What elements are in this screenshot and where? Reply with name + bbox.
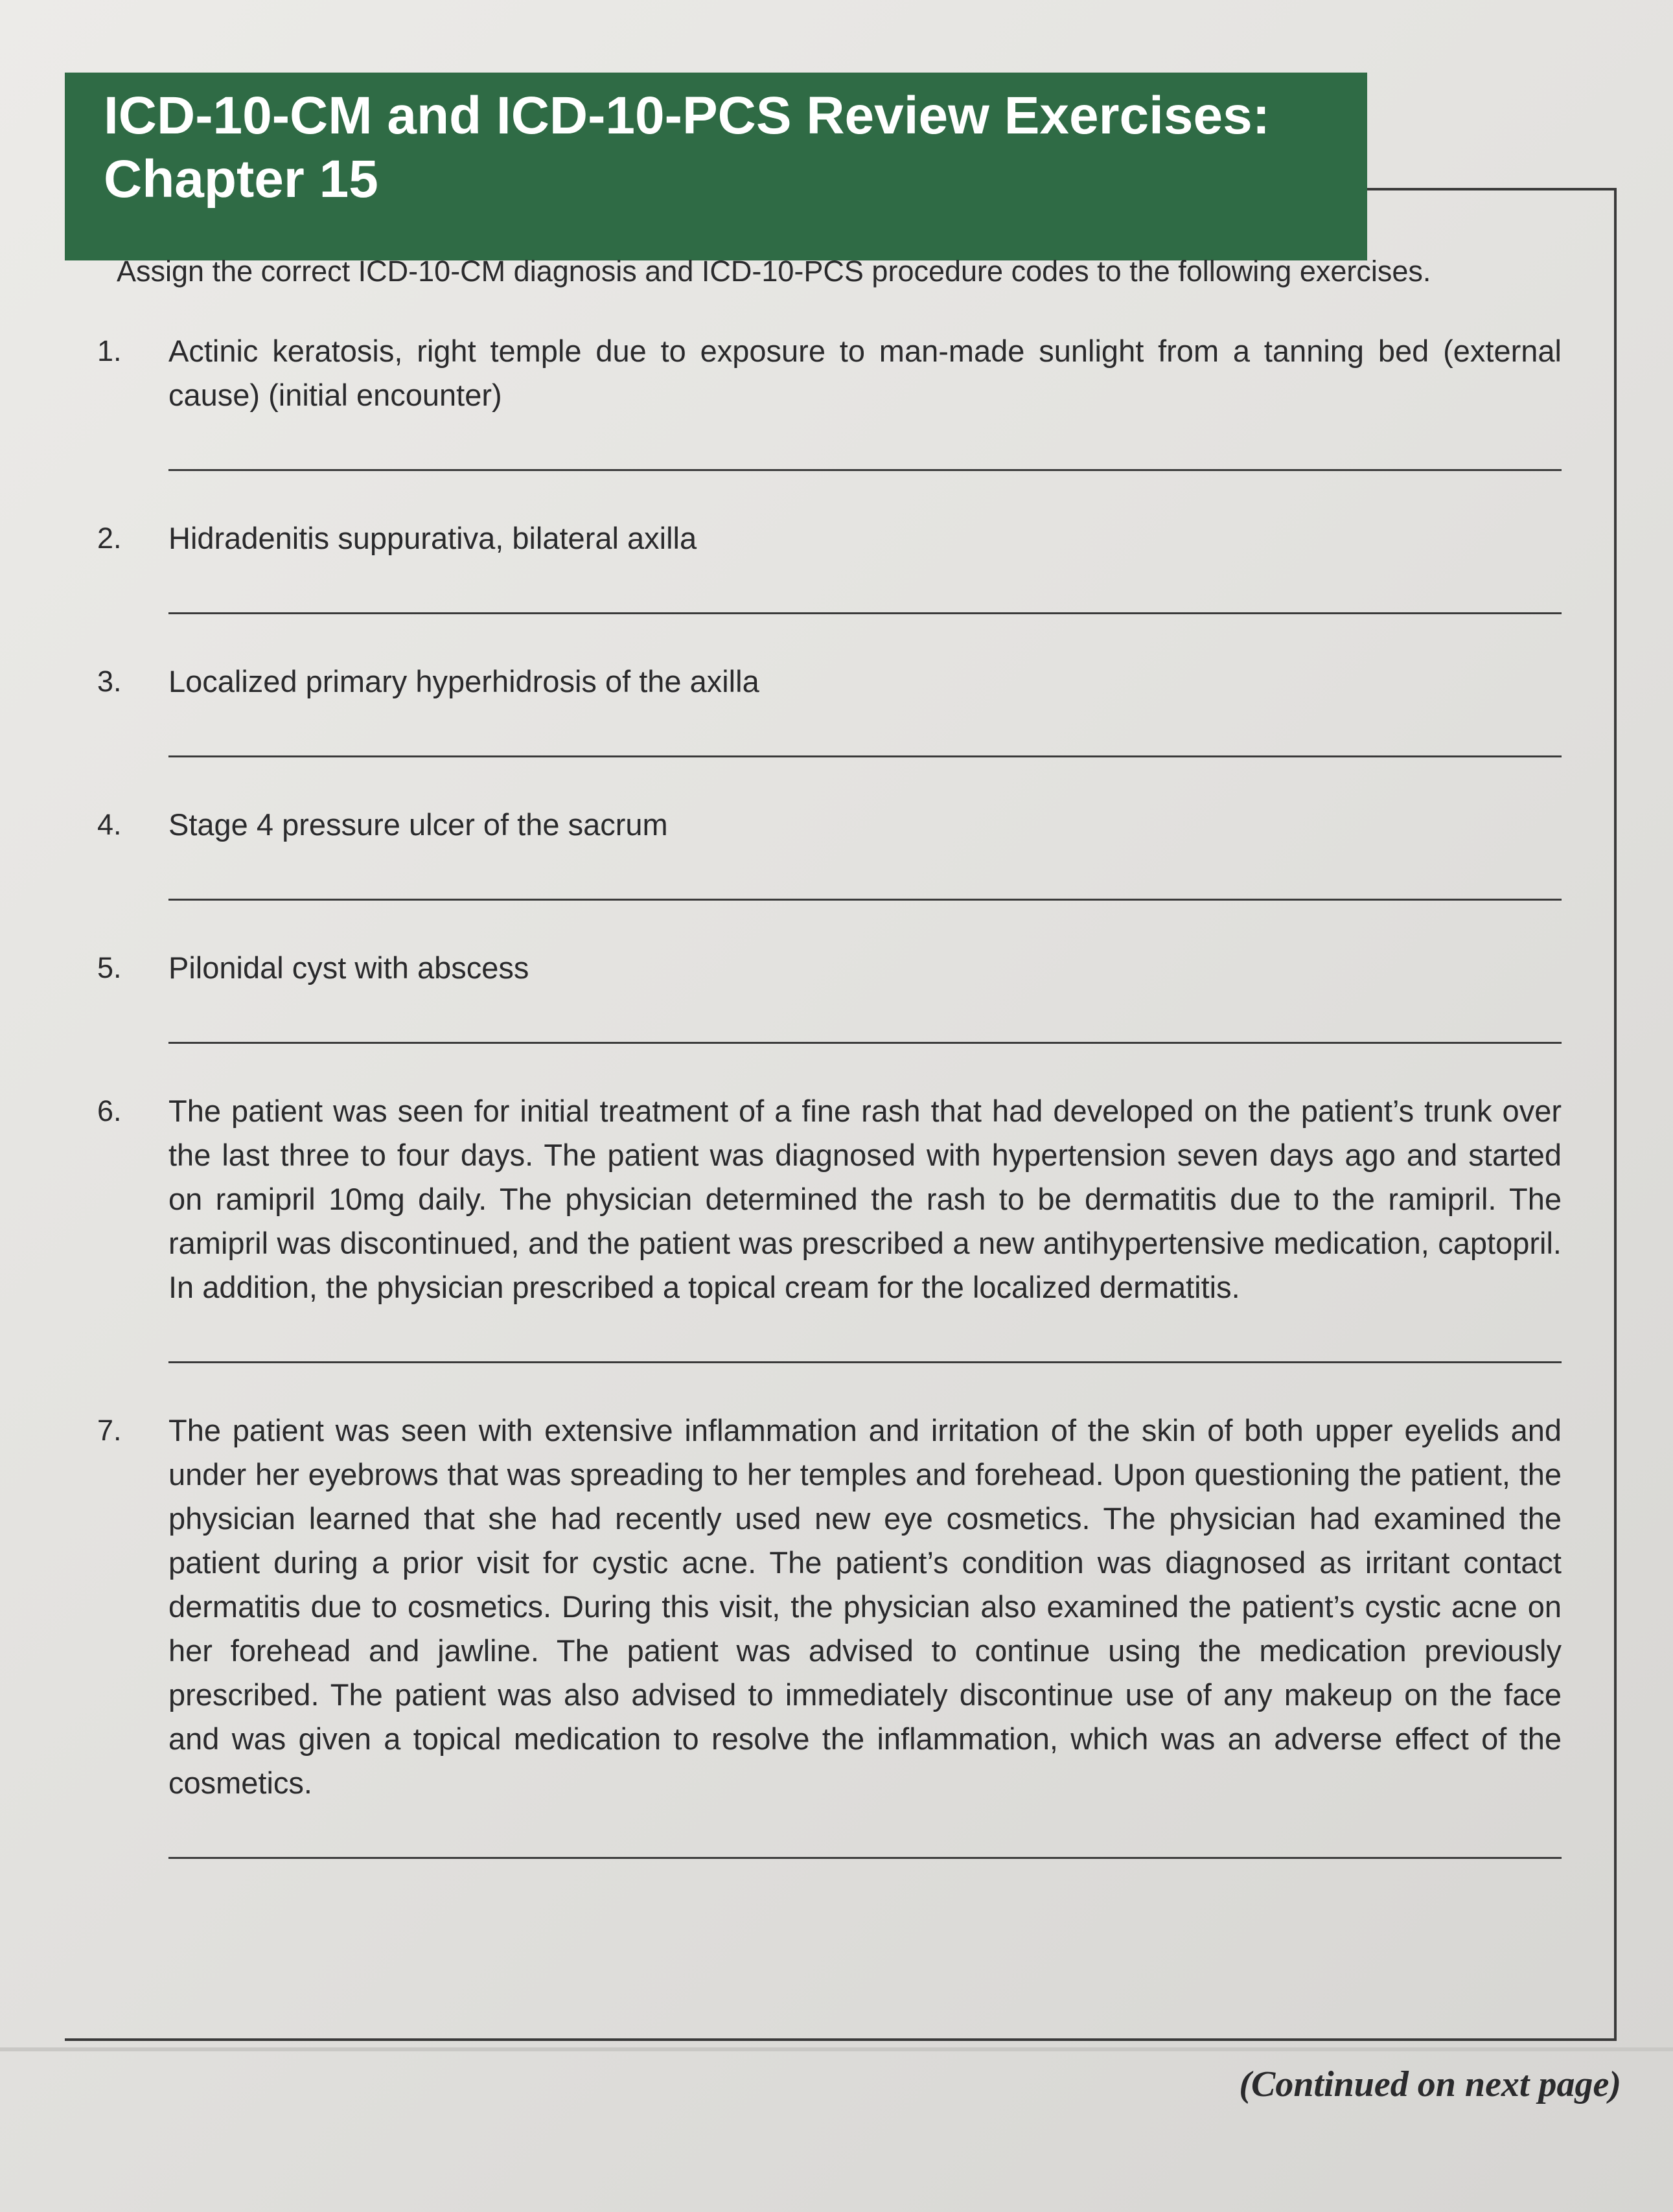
exercise-item [97,660,1562,757]
answer-line[interactable] [168,899,1562,901]
exercise-number: 4. [97,808,122,841]
exercise-number: 3. [97,665,122,698]
exercise-text: Stage 4 pressure ulcer of the sacrum [168,807,668,842]
exercise-item [97,1409,1562,1859]
exercise-text: Actinic keratosis, right temple due to exposure to man-made sunlight from a tanning bed (external cause) (initial encounter) [168,334,1562,412]
banner-title: ICD-10-CM and ICD-10-PCS Review Exercises: [104,86,1271,145]
exercise-text: Pilonidal cyst with abscess [168,950,529,985]
exercise-number: 2. [97,522,122,555]
exercise-item [97,516,1562,614]
instructions: Assign the correct ICD-10-CM diagnosis and ICD-10-PCS procedure codes to the following exercises. [117,255,1431,288]
exercise-item [97,329,1562,471]
banner-subtitle: Chapter 15 [104,150,378,209]
answer-line[interactable] [168,469,1562,471]
answer-line[interactable] [168,612,1562,614]
exercise-item [97,803,1562,901]
page-edge [0,2047,1673,2051]
exercise-text: Hidradenitis suppurativa, bilateral axilla [168,521,697,555]
continued-note: (Continued on next page) [1239,2064,1621,2104]
exercise-number: 7. [97,1414,122,1447]
exercise-text: Localized primary hyperhidrosis of the axilla [168,664,759,698]
exercise-text: The patient was seen with extensive inflammation and irritation of the skin of both upper eyelids and under her eyebrows that was spreading to her temples and forehead. Upon questioning the patient, the physician learned that she had recently used new eye cosmetics. The physician had examined the patient during a prior visit for cystic acne. The patient’s condition was diagnosed as irritant contact dermatitis due to cosmetics. During this visit, the physician also examined the patient’s cystic acne on her forehead and jawline. The patient was advised to continue using the medication previously prescribed. The patient was also advised to immediately discontinue use of any makeup on the face and was given a topical medication to resolve the inflammation, which was an adverse effect of the cosmetics. [168,1413,1562,1800]
exercise-number: 6. [97,1094,122,1127]
answer-line[interactable] [168,755,1562,757]
answer-line[interactable] [168,1857,1562,1859]
exercise-number: 1. [97,334,122,367]
exercise-number: 5. [97,951,122,984]
exercise-item [97,946,1562,1044]
chapter-banner [65,73,1367,260]
answer-line[interactable] [168,1361,1562,1363]
answer-line[interactable] [168,1042,1562,1044]
exercise-content [97,253,1562,1904]
exercise-item [97,1089,1562,1363]
exercise-text: The patient was seen for initial treatment of a fine rash that had developed on the patient’s trunk over the last three to four days. The patient was diagnosed with hypertension seven days ago and started on ramipril 10mg daily. The physician determined the rash to be dermatitis due to the ramipril. The ramipril was discontinued, and the patient was prescribed a new antihypertensive medication, captopril. In addition, the physician prescribed a topical cream for the localized dermatitis. [168,1094,1562,1304]
